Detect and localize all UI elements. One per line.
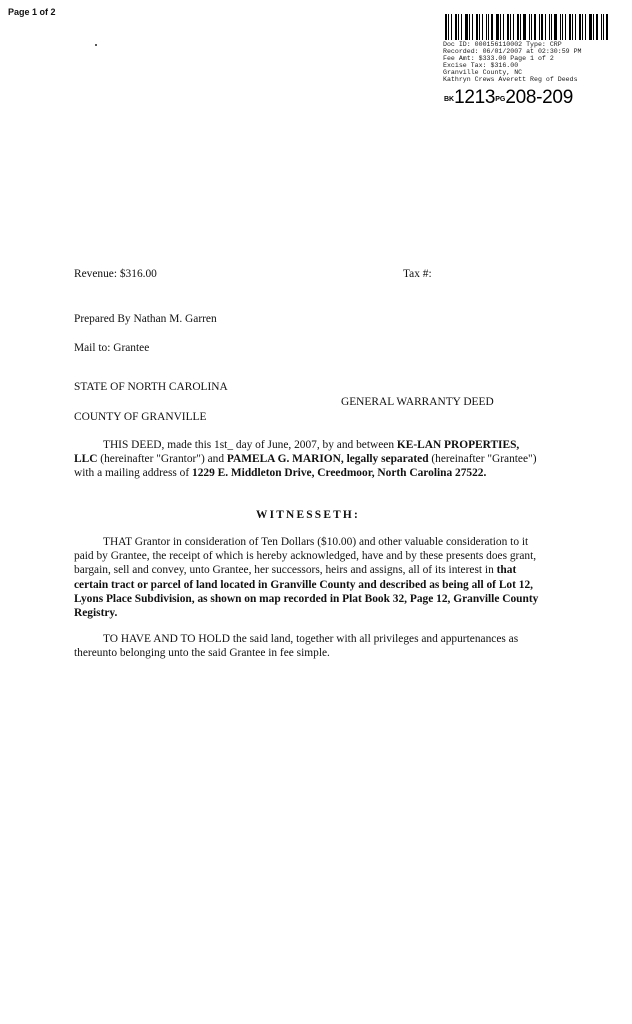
property-description: that certain tract or parcel of land located in Granville County and described as being all of Lot 12, Lyons Place Subdivision, as shown on map recorded in Plat Book 32, Page 12, Granville County Registry. bbox=[74, 564, 539, 620]
barcode-bar bbox=[562, 14, 563, 40]
barcode-bar bbox=[491, 14, 493, 40]
book-page-stamp bbox=[444, 87, 573, 109]
barcode-bar bbox=[510, 14, 511, 40]
barcode-bar bbox=[585, 14, 586, 40]
barcode-bar bbox=[589, 14, 592, 40]
mail-to: Mail to: Grantee bbox=[74, 342, 150, 354]
barcode-bar bbox=[606, 14, 608, 40]
barcode-bar bbox=[455, 14, 457, 40]
barcode-bar bbox=[451, 14, 452, 40]
barcode-bar bbox=[534, 14, 536, 40]
register-of-deeds: Kathryn Crews Averett Reg of Deeds bbox=[443, 76, 578, 84]
page-label: Page 1 of 2 bbox=[8, 7, 56, 17]
barcode-bar bbox=[601, 14, 602, 40]
barcode-bar bbox=[461, 14, 462, 40]
barcode-bar bbox=[569, 14, 571, 40]
revenue-line: Revenue: $316.00 bbox=[74, 268, 157, 280]
recording-county: Granville County, NC bbox=[443, 69, 523, 77]
barcode-bar bbox=[520, 14, 521, 40]
paragraph-text: (hereinafter "Grantor") and bbox=[97, 453, 227, 466]
barcode-bar bbox=[603, 14, 604, 40]
barcode-bar bbox=[517, 14, 519, 40]
grantor-name: KE-LAN PROPERTIES, LLC bbox=[74, 439, 520, 466]
barcode-bar bbox=[503, 14, 504, 40]
habendum-paragraph: TO HAVE AND TO HOLD the said land, together with all privileges and appurtenances as thereunto belonging unto the said Grantee in fee simple. bbox=[74, 633, 519, 660]
barcode-bar bbox=[529, 14, 530, 40]
barcode-bar bbox=[560, 14, 562, 40]
barcode-bar bbox=[541, 14, 543, 40]
grantee-address: 1229 E. Middleton Drive, Creedmoor, North Carolina 27522. bbox=[192, 467, 487, 480]
witnesseth-heading: WITNESSETH: bbox=[256, 509, 360, 521]
recording-stamp bbox=[443, 41, 623, 84]
county-line: COUNTY OF GRANVILLE bbox=[74, 411, 207, 423]
tax-number: Tax #: bbox=[403, 268, 432, 280]
recording-barcode bbox=[445, 14, 611, 40]
grantee-name: PAMELA G. MARION, legally separated bbox=[226, 453, 429, 466]
scan-speck bbox=[95, 44, 97, 46]
barcode-bar bbox=[582, 14, 583, 40]
barcode-bar bbox=[523, 14, 526, 40]
barcode-bar bbox=[551, 14, 552, 40]
book-number: 1213 bbox=[454, 87, 496, 108]
barcode-bar bbox=[445, 14, 447, 40]
barcode-bar bbox=[458, 14, 459, 40]
barcode-bar bbox=[488, 14, 489, 40]
barcode-bar bbox=[513, 14, 514, 40]
deed-parties-paragraph bbox=[74, 438, 544, 481]
barcode-bar bbox=[549, 14, 550, 40]
barcode-bar bbox=[469, 14, 470, 40]
barcode-bar bbox=[500, 14, 501, 40]
paragraph-text: THIS DEED, made this 1st_ day of June, 2007, by and between bbox=[103, 439, 397, 451]
deed-title: GENERAL WARRANTY DEED bbox=[341, 396, 494, 408]
barcode-bar bbox=[572, 14, 573, 40]
barcode-bar bbox=[565, 14, 566, 40]
barcode-bar bbox=[575, 14, 576, 40]
state-line: STATE OF NORTH CAROLINA bbox=[74, 381, 228, 393]
barcode-bar bbox=[507, 14, 509, 40]
page-numbers: 208-209 bbox=[505, 87, 573, 108]
pg-label: PG bbox=[495, 96, 506, 103]
paragraph-text: THAT Grantor in consideration of Ten Dollars ($10.00) and other valuable consideration to it paid by Grantee, the receipt of which is hereby acknowledged, have and by these presents does grant, bargain, sell and convey, unto Grantee, her successors, heirs and assigns, all of its interest in bbox=[74, 536, 537, 577]
bk-label: BK bbox=[444, 96, 455, 103]
barcode-bar bbox=[531, 14, 532, 40]
prepared-by: Prepared By Nathan M. Garren bbox=[74, 313, 217, 325]
fee-amount: Fee Amt: $333.00 Page 1 of 2 bbox=[443, 55, 554, 63]
barcode-bar bbox=[579, 14, 581, 40]
barcode-bar bbox=[472, 14, 473, 40]
barcode-bar bbox=[448, 14, 449, 40]
barcode-bar bbox=[482, 14, 483, 40]
excise-tax: Excise Tax: $316.00 bbox=[443, 62, 519, 70]
doc-id: Doc ID: 000156110002 Type: CRP bbox=[443, 41, 562, 48]
barcode-bar bbox=[545, 14, 546, 40]
recorded-date: Recorded: 06/01/2007 at 02:30:59 PM bbox=[443, 48, 582, 56]
barcode-bar bbox=[554, 14, 557, 40]
barcode-bar bbox=[465, 14, 468, 40]
barcode-bar bbox=[496, 14, 499, 40]
barcode-bar bbox=[539, 14, 540, 40]
conveyance-paragraph bbox=[74, 535, 544, 620]
barcode-bar bbox=[596, 14, 598, 40]
barcode-bar bbox=[479, 14, 481, 40]
barcode-bar bbox=[476, 14, 478, 40]
barcode-bar bbox=[593, 14, 594, 40]
paragraph-text: (hereinafter "Grantee") with a mailing address of bbox=[74, 453, 537, 480]
barcode-bar bbox=[486, 14, 487, 40]
